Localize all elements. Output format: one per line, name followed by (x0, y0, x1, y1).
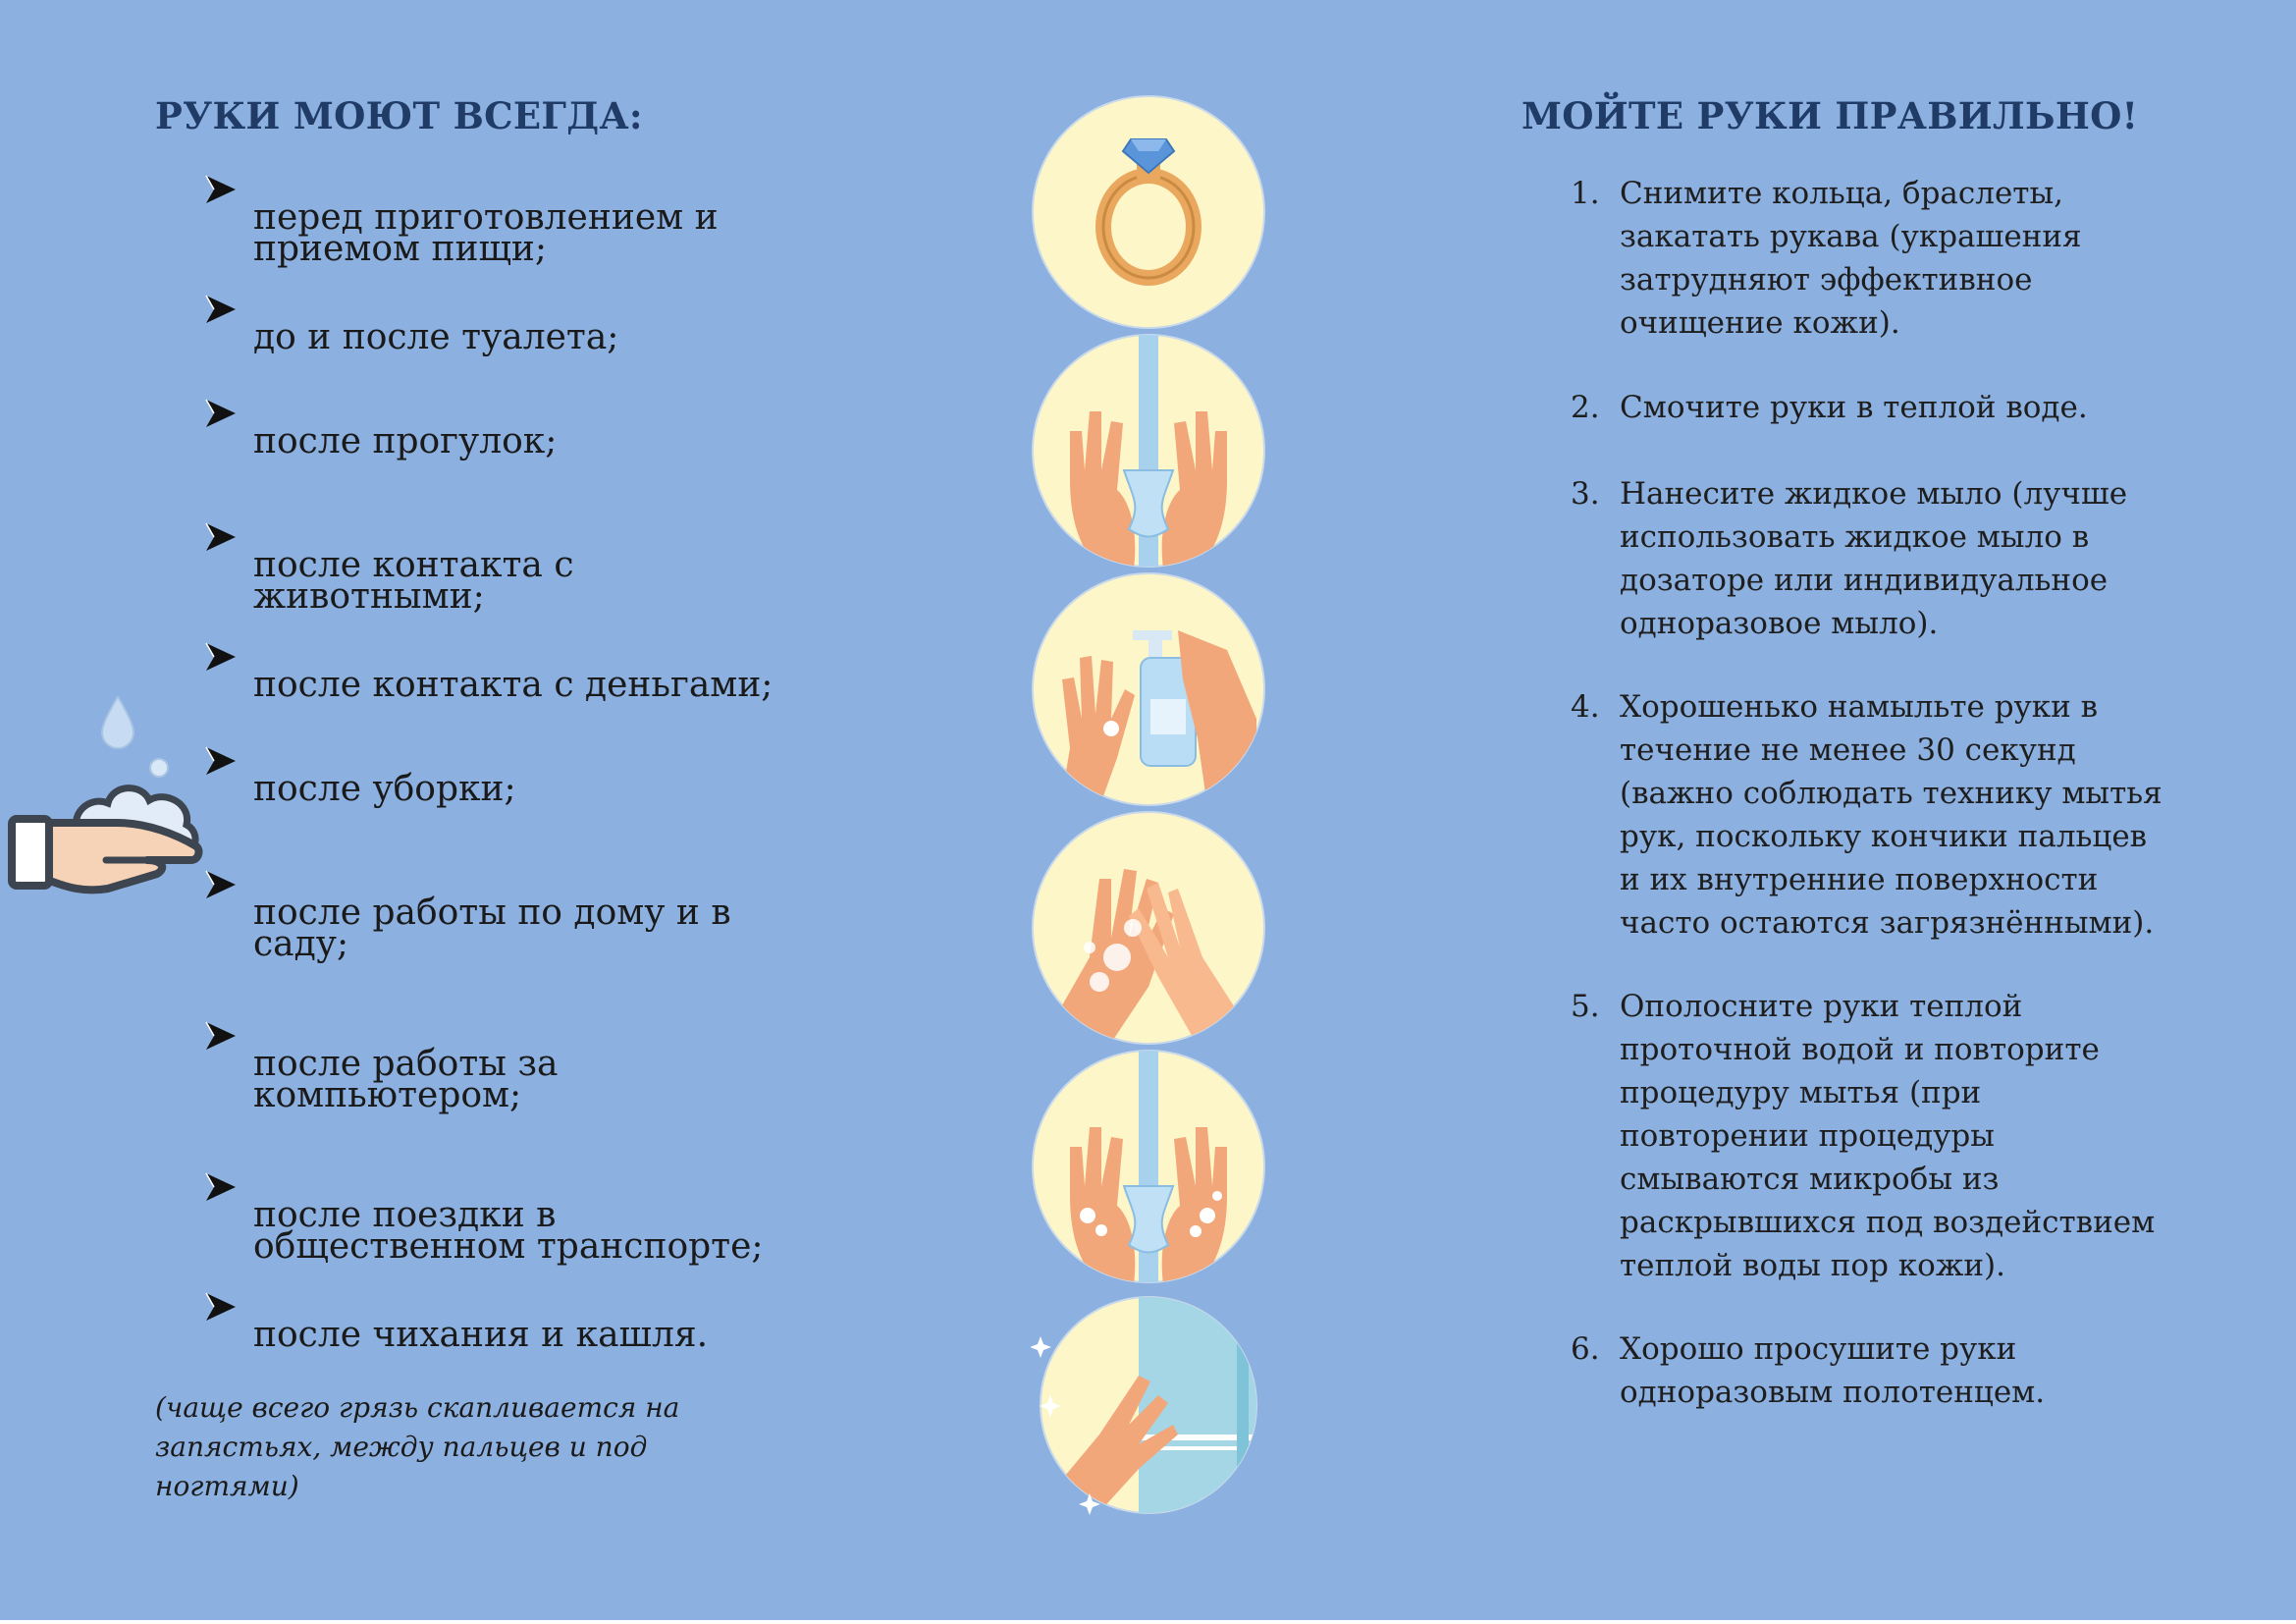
soap-hand-icon (0, 687, 206, 898)
wash-steps-illustrations (1031, 94, 1266, 1508)
section-title-always: РУКИ МОЮТ ВСЕГДА: (155, 94, 643, 137)
soap-dispenser-icon (1031, 571, 1266, 807)
list-item-text: после работы по дому и в саду; (253, 893, 731, 964)
water-hands-icon (1031, 333, 1266, 568)
towel-dry-icon (1031, 1287, 1266, 1523)
arrow-bullet-icon (204, 173, 238, 206)
hand-wash-occasions-section (155, 94, 862, 137)
correct-hand-wash-section (1522, 94, 2248, 137)
step-text: Хорошенько намыльте руки в течение не менее 30 секунд (важно соблюдать технику мытья рук, поскольку кончики пальцев и их внутренние поверхности часто остаются загрязнёнными). (1620, 689, 2163, 941)
step-number: 5. (1571, 989, 1600, 1024)
step-number: 3. (1571, 476, 1600, 512)
list-item-text: до и после туалета; (253, 317, 619, 357)
dirt-note (155, 1388, 783, 1506)
list-item-text: после контакта с животными; (253, 545, 574, 617)
step-text: Нанесите жидкое мыло (лучше использовать жидкое мыло в дозаторе или индивидуальное одноразовое мыло). (1620, 476, 2128, 641)
step-number: 2. (1571, 390, 1600, 425)
step-text: Смочите руки в теплой воде. (1620, 390, 2088, 425)
step-number: 4. (1571, 689, 1600, 725)
step-text: Снимите кольца, браслеты, закатать рукава (украшения затрудняют эффективное очищение кожи). (1620, 176, 2082, 341)
list-item-text: после работы за компьютером; (253, 1044, 559, 1115)
list-item-text: перед приготовлением и приемом пищи; (253, 197, 719, 269)
page-bottom-edge (0, 1620, 2296, 1624)
arrow-bullet-icon (204, 868, 238, 901)
arrow-bullet-icon (204, 1170, 238, 1204)
arrow-bullet-icon (204, 640, 238, 674)
dirt-note-line-1: (чаще всего грязь скапливается на (155, 1391, 680, 1424)
step-text: Ополосните руки теплой проточной водой и повторите процедуру мытья (при повторении процедуры смываются микробы из раскрывшихся под воздействием теплой воды пор кожи). (1620, 989, 2156, 1283)
arrow-bullet-icon (204, 1019, 238, 1053)
list-item-text: после чихания и кашля. (253, 1315, 709, 1355)
arrow-bullet-icon (204, 1290, 238, 1324)
step-number: 6. (1571, 1331, 1600, 1367)
list-item-text: после поездки в общественном транспорте; (253, 1195, 764, 1267)
list-item-text: после прогулок; (253, 421, 558, 461)
list-item-text: после контакта с деньгами; (253, 665, 774, 705)
ring-icon (1031, 94, 1266, 330)
lathering-hands-icon (1031, 810, 1266, 1046)
dirt-note-line-2: запястьях, между пальцев и под ногтями) (155, 1431, 648, 1502)
arrow-bullet-icon (204, 744, 238, 778)
arrow-bullet-icon (204, 293, 238, 326)
section-title-correct: МОЙТЕ РУКИ ПРАВИЛЬНО! (1522, 94, 2139, 137)
arrow-bullet-icon (204, 520, 238, 554)
rinse-hands-icon (1031, 1049, 1266, 1284)
list-item-text: после уборки; (253, 769, 516, 809)
arrow-bullet-icon (204, 397, 238, 430)
step-text: Хорошо просушите руки одноразовым полотенцем. (1620, 1331, 2046, 1410)
step-number: 1. (1571, 176, 1600, 211)
